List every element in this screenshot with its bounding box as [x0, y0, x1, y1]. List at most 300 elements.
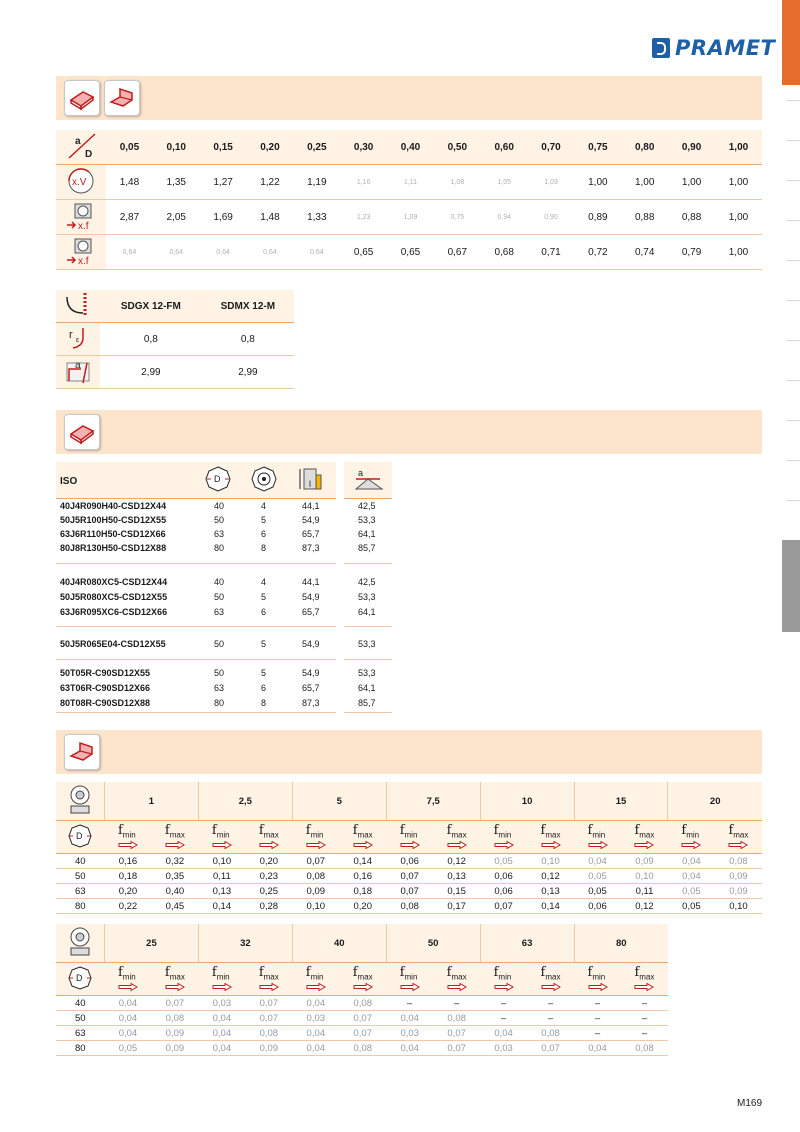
table-cell: 1,16 [340, 165, 387, 200]
table-cell: – [574, 996, 621, 1011]
diameter-cell: 50 [56, 1011, 105, 1026]
table-cell: 0,05 [105, 1041, 152, 1056]
table-cell: 0,45 [151, 899, 198, 914]
table-row [56, 606, 396, 619]
divider [56, 563, 336, 564]
feed-arrow-icon [353, 983, 373, 991]
table-cell: 53,3 [358, 515, 376, 525]
chapter-tab-divider [786, 260, 800, 261]
table-cell: 0,08 [339, 1041, 386, 1056]
table-cell: 87,3 [302, 698, 320, 708]
table-cell: 0,07 [339, 1026, 386, 1041]
iso-code: 40J4R090H40-CSD12X44 [60, 501, 167, 511]
fmax-header: $f_{max}$ [433, 963, 480, 996]
table-cell: 1,00 [621, 165, 668, 200]
section-header-band [56, 76, 762, 120]
table-cell: 0,04 [386, 1041, 433, 1056]
table-row [56, 697, 396, 710]
table-row [56, 1026, 668, 1041]
table-cell: 54,9 [302, 668, 320, 678]
table-cell: 54,9 [302, 515, 320, 525]
table-cell: 1,48 [247, 200, 294, 235]
table-cell: 0,12 [433, 854, 480, 869]
feed-arrow-icon [634, 983, 654, 991]
table-cell: 1,48 [106, 165, 153, 200]
table-cell: 0,23 [245, 869, 292, 884]
table-cell: 1,35 [153, 165, 200, 200]
feed-factor-icon-2 [56, 235, 106, 270]
feed-arrow-icon [681, 841, 701, 849]
table-cell: 0,04 [105, 996, 152, 1011]
offset-icon [354, 465, 384, 495]
iso-code: 80T08R-C90SD12X88 [60, 698, 151, 708]
table-cell: 64,1 [358, 607, 376, 617]
table-cell: 63 [214, 607, 225, 617]
fmax-header: $f_{max}$ [339, 821, 386, 854]
col-header: SDMX 12-M [202, 290, 294, 323]
col-header: 0,60 [481, 130, 528, 165]
table-cell: 0,03 [386, 1026, 433, 1041]
divider [56, 712, 336, 713]
col-header: 0,80 [621, 130, 668, 165]
table-cell: 0,07 [386, 869, 433, 884]
table-cell: 6 [261, 683, 267, 693]
table-cell: – [480, 996, 527, 1011]
col-header: 0,40 [387, 130, 434, 165]
table-cell: 1,27 [200, 165, 247, 200]
fmax-header: $f_{max}$ [151, 963, 198, 996]
table-cell: 0,04 [668, 854, 715, 869]
table-cell: 85,7 [358, 698, 376, 708]
fmin-header: $f_{min}$ [668, 821, 715, 854]
table-row [56, 682, 396, 695]
table-cell: 0,16 [339, 869, 386, 884]
table-cell: 0,65 [340, 235, 387, 270]
table-cell: – [621, 1011, 668, 1026]
table-cell: 1,33 [293, 200, 340, 235]
feed-arrow-icon [306, 841, 326, 849]
table-cell: 0,07 [433, 1026, 480, 1041]
table-cell: 0,08 [386, 899, 433, 914]
table-cell: 0,74 [621, 235, 668, 270]
table-cell: 0,72 [574, 235, 621, 270]
table-row [56, 869, 762, 884]
table-cell: 42,5 [358, 501, 376, 511]
diameter-cell: 50 [56, 869, 105, 884]
table-cell: 64,1 [358, 683, 376, 693]
table-cell: 54,9 [302, 639, 320, 649]
col-group-header: 40 [292, 924, 386, 963]
table-cell: 0,15 [433, 884, 480, 899]
table-cell: 1,03 [528, 165, 575, 200]
table-cell: 0,88 [668, 200, 715, 235]
table-cell: – [480, 1011, 527, 1026]
svg-text:D: D [76, 972, 83, 983]
table-cell: 0,07 [480, 899, 527, 914]
divider [344, 563, 392, 564]
table-cell: 0,07 [527, 1041, 574, 1056]
table-cell: 0,14 [198, 899, 245, 914]
table-cell: 0,05 [668, 899, 715, 914]
table-cell: 1,09 [387, 200, 434, 235]
table-cell: 0,22 [105, 899, 152, 914]
table-cell: 50 [214, 515, 225, 525]
table-cell: 65,7 [302, 529, 320, 539]
table-row [56, 591, 396, 604]
shoulder-milling-icon [64, 734, 100, 770]
table-cell: 40 [214, 577, 225, 587]
fmin-header: $f_{min}$ [198, 821, 245, 854]
table-cell: 0,07 [339, 1011, 386, 1026]
table-cell: 0,06 [386, 854, 433, 869]
svg-text:a: a [358, 468, 364, 478]
table-cell: 53,3 [358, 592, 376, 602]
table-cell: 0,71 [528, 235, 575, 270]
table-cell: 5 [261, 668, 267, 678]
table-cell: 0,20 [245, 854, 292, 869]
col-group-header: 63 [480, 924, 574, 963]
fmin-header: $f_{min}$ [386, 963, 433, 996]
svg-text:D: D [214, 474, 221, 484]
divider [344, 626, 392, 627]
chapter-tab-divider [786, 140, 800, 141]
table-cell: 50 [214, 639, 225, 649]
chapter-tab-divider [786, 340, 800, 341]
table-cell: 0,03 [198, 996, 245, 1011]
table-cell: 0,06 [574, 899, 621, 914]
divider [344, 712, 392, 713]
table-cell: 1,00 [715, 200, 762, 235]
iso-code: 50J5R100H50-CSD12X55 [60, 515, 167, 525]
col-group-header: 7,5 [386, 782, 480, 821]
table-row [56, 899, 762, 914]
table-cell: 0,04 [198, 1011, 245, 1026]
col-group-header: 2,5 [198, 782, 292, 821]
table-cell: 0,11 [198, 869, 245, 884]
svg-text:r: r [69, 328, 73, 341]
col-header-iso: ISO [60, 476, 78, 487]
table-cell: 0,04 [105, 1011, 152, 1026]
table-cell: 0,04 [292, 996, 339, 1011]
table-cell: 0,06 [480, 884, 527, 899]
feed-arrow-icon [634, 841, 654, 849]
fmax-header: $f_{max}$ [527, 821, 574, 854]
col-group-header: 1 [105, 782, 199, 821]
iso-code: 50J5R065E04-CSD12X55 [60, 639, 166, 649]
chapter-tab-divider [786, 460, 800, 461]
table-cell: 0,89 [574, 200, 621, 235]
diameter-cell: 63 [56, 1026, 105, 1041]
table-cell: 8 [261, 698, 267, 708]
fmin-header: $f_{min}$ [574, 963, 621, 996]
table-cell: 0,07 [386, 884, 433, 899]
table-cell: – [527, 1011, 574, 1026]
chapter-tab-divider [786, 300, 800, 301]
chapter-tab-active[interactable] [782, 0, 800, 85]
table-cell: 40 [214, 501, 225, 511]
table-cell: 5 [261, 639, 267, 649]
table-cell: 85,7 [358, 543, 376, 553]
feed-arrow-icon [306, 983, 326, 991]
table-cell: 0,14 [339, 854, 386, 869]
table-cell: – [386, 996, 433, 1011]
feed-arrow-icon [400, 983, 420, 991]
table-cell: 0,08 [292, 869, 339, 884]
table-cell: 1,00 [668, 165, 715, 200]
table-cell: 0,8 [100, 323, 202, 356]
svg-text:x.f: x.f [78, 220, 89, 231]
table-cell: 0,04 [105, 1026, 152, 1041]
table-cell: 0,04 [386, 1011, 433, 1026]
table-cell: 2,99 [100, 356, 202, 389]
table-row [56, 514, 396, 527]
table-row [56, 667, 396, 680]
table-cell: – [621, 1026, 668, 1041]
feed-arrow-icon [541, 983, 561, 991]
table-cell: 0,08 [339, 996, 386, 1011]
col-group-header: 32 [198, 924, 292, 963]
diameter-icon [56, 963, 105, 996]
a-over-D-icon [56, 130, 106, 165]
table-cell: 0,09 [715, 884, 762, 899]
chapter-tab-divider [786, 380, 800, 381]
table-cell: 1,11 [387, 165, 434, 200]
table-cell: 1,08 [434, 165, 481, 200]
table-cell: 0,04 [574, 854, 621, 869]
col-header: 0,50 [434, 130, 481, 165]
divider [56, 626, 336, 627]
table-cell: 0,90 [528, 200, 575, 235]
col-header: 0,25 [293, 130, 340, 165]
table-cell: 0,07 [245, 1011, 292, 1026]
table-cell: 54,9 [302, 592, 320, 602]
table-cell: 2,05 [153, 200, 200, 235]
svg-text:l: l [309, 479, 311, 489]
section-header-band [56, 410, 762, 454]
table-cell: 0,08 [527, 1026, 574, 1041]
feed-arrow-icon [728, 841, 748, 849]
table-cell: 0,04 [292, 1026, 339, 1041]
iso-code: 80J8R130H50-CSD12X88 [60, 543, 167, 553]
iso-code: 50J5R080XC5-CSD12X55 [60, 592, 168, 602]
table-cell: 1,05 [481, 165, 528, 200]
table-cell: 80 [214, 698, 225, 708]
table-cell: 0,08 [621, 1041, 668, 1056]
fmin-header: $f_{min}$ [292, 821, 339, 854]
table-cell: 0,13 [198, 884, 245, 899]
table-cell: 2,99 [202, 356, 294, 389]
fmax-header: $f_{max}$ [245, 821, 292, 854]
cutting-speed-factor-icon [56, 165, 106, 200]
table-cell: 0,28 [245, 899, 292, 914]
fmax-header: $f_{max}$ [433, 821, 480, 854]
svg-text:D: D [76, 830, 83, 841]
table-cell: 0,08 [151, 1011, 198, 1026]
fmax-header: $f_{max}$ [339, 963, 386, 996]
table-row [56, 356, 294, 389]
svg-text:ε: ε [76, 336, 80, 344]
table-row [56, 235, 762, 270]
feed-arrow-icon [494, 841, 514, 849]
table-cell: 0,08 [433, 1011, 480, 1026]
table-cell: 0,10 [527, 854, 574, 869]
table-cell: 0,79 [668, 235, 715, 270]
table-row [56, 576, 396, 589]
table-row [56, 884, 762, 899]
pramet-logo-icon [652, 38, 670, 58]
table-row [56, 323, 294, 356]
feed-arrow-icon [212, 983, 232, 991]
table-cell: 0,10 [198, 854, 245, 869]
table-cell: 0,12 [527, 869, 574, 884]
table-cell: 0,64 [247, 235, 294, 270]
feed-arrow-icon [588, 983, 608, 991]
table-cell: 0,25 [245, 884, 292, 899]
table-cell: 0,09 [621, 854, 668, 869]
table-cell: 5 [261, 515, 267, 525]
fmax-header: $f_{max}$ [527, 963, 574, 996]
chapter-tab-current-section[interactable] [782, 540, 800, 632]
table-cell: 0,04 [292, 1041, 339, 1056]
col-header: 0,20 [247, 130, 294, 165]
table-cell: 0,20 [339, 899, 386, 914]
table-cell: 6 [261, 607, 267, 617]
depth-of-cut-icon [56, 356, 100, 389]
fmax-header: $f_{max}$ [715, 821, 762, 854]
fmin-header: $f_{min}$ [480, 821, 527, 854]
table-cell: 0,40 [151, 884, 198, 899]
brand-logo-text: PRAMET [675, 36, 776, 60]
table-row [56, 200, 762, 235]
feed-arrow-icon [447, 983, 467, 991]
table-cell: 0,10 [715, 899, 762, 914]
table-cell: 0,12 [621, 899, 668, 914]
table-cell: 0,03 [292, 1011, 339, 1026]
col-header: 0,10 [153, 130, 200, 165]
table-cell: 44,1 [302, 577, 320, 587]
table-cell: 0,07 [245, 996, 292, 1011]
table-row [56, 638, 396, 651]
col-header: 0,90 [668, 130, 715, 165]
table-cell: 0,05 [668, 884, 715, 899]
table-cell: 1,00 [715, 235, 762, 270]
tool-engagement-icon [56, 924, 105, 963]
table-cell: – [574, 1011, 621, 1026]
table-cell: 80 [214, 543, 225, 553]
table-cell: 50 [214, 592, 225, 602]
iso-code: 63J6R110H50-CSD12X66 [60, 529, 166, 539]
corner-radius-icon [56, 323, 100, 356]
feed-arrow-icon [400, 841, 420, 849]
fmax-header: $f_{max}$ [151, 821, 198, 854]
brand-logo [652, 36, 775, 60]
fmin-header: $f_{min}$ [292, 963, 339, 996]
table-cell: 0,04 [198, 1026, 245, 1041]
table-cell: 4 [261, 577, 267, 587]
fmax-header: $f_{max}$ [621, 821, 668, 854]
table-cell: 0,18 [339, 884, 386, 899]
table-cell: 5 [261, 592, 267, 602]
table-cell: 0,09 [715, 869, 762, 884]
table-cell: 0,08 [715, 854, 762, 869]
table-row [56, 854, 762, 869]
table-row [56, 165, 762, 200]
col-header: 0,15 [200, 130, 247, 165]
table-cell: 1,23 [340, 200, 387, 235]
fmin-header: $f_{min}$ [574, 821, 621, 854]
feed-per-tooth-table [56, 782, 762, 914]
col-header: 1,00 [715, 130, 762, 165]
table-header [56, 462, 336, 499]
page-number: M169 [737, 1098, 763, 1109]
table-cell: 65,7 [302, 607, 320, 617]
table-row [56, 1011, 668, 1026]
table-cell: 0,64 [200, 235, 247, 270]
feed-per-tooth-table-2 [56, 924, 668, 1056]
table-cell: 1,00 [574, 165, 621, 200]
table-cell: 0,94 [481, 200, 528, 235]
iso-code: 40J4R080XC5-CSD12X44 [60, 577, 168, 587]
table-cell: 0,05 [574, 869, 621, 884]
feed-arrow-icon [118, 983, 138, 991]
feed-arrow-icon [165, 983, 185, 991]
table-cell: 0,11 [621, 884, 668, 899]
feed-arrow-icon [353, 841, 373, 849]
divider [344, 659, 392, 660]
diameter-icon [56, 821, 105, 854]
fmin-header: $f_{min}$ [105, 963, 152, 996]
diameter-cell: 40 [56, 996, 105, 1011]
diameter-cell: 63 [56, 884, 105, 899]
table-cell: 0,16 [105, 854, 152, 869]
table-cell: 63 [214, 529, 225, 539]
teeth-count-icon [250, 465, 278, 495]
col-header: 0,75 [574, 130, 621, 165]
table-cell: 0,09 [245, 1041, 292, 1056]
diameter-cell: 80 [56, 1041, 105, 1056]
feed-arrow-icon [212, 841, 232, 849]
feed-arrow-icon [541, 841, 561, 849]
table-cell: – [433, 996, 480, 1011]
table-cell: 0,8 [202, 323, 294, 356]
divider [56, 659, 336, 660]
table-cell: – [621, 996, 668, 1011]
table-cell: 0,14 [527, 899, 574, 914]
table-cell: – [527, 996, 574, 1011]
feed-arrow-icon [259, 841, 279, 849]
table-row [56, 528, 396, 541]
chapter-tab-divider [786, 220, 800, 221]
svg-text:x.V: x.V [72, 176, 87, 188]
table-cell: 0,35 [151, 869, 198, 884]
svg-text:a: a [75, 135, 81, 147]
svg-text:a: a [75, 359, 81, 371]
table-cell: 0,17 [433, 899, 480, 914]
table-cell: 0,04 [574, 1041, 621, 1056]
fmax-header: $f_{max}$ [245, 963, 292, 996]
table-cell: 0,09 [151, 1026, 198, 1041]
table-cell: 0,09 [151, 1041, 198, 1056]
chapter-tab-divider [786, 100, 800, 101]
table-cell: 0,07 [292, 854, 339, 869]
svg-text:D: D [85, 148, 93, 160]
col-group-header: 15 [574, 782, 668, 821]
table-cell: 0,64 [153, 235, 200, 270]
chapter-tab-divider [786, 420, 800, 421]
section-header-band [56, 730, 762, 774]
length-icon [296, 465, 324, 495]
table-cell: 0,09 [292, 884, 339, 899]
